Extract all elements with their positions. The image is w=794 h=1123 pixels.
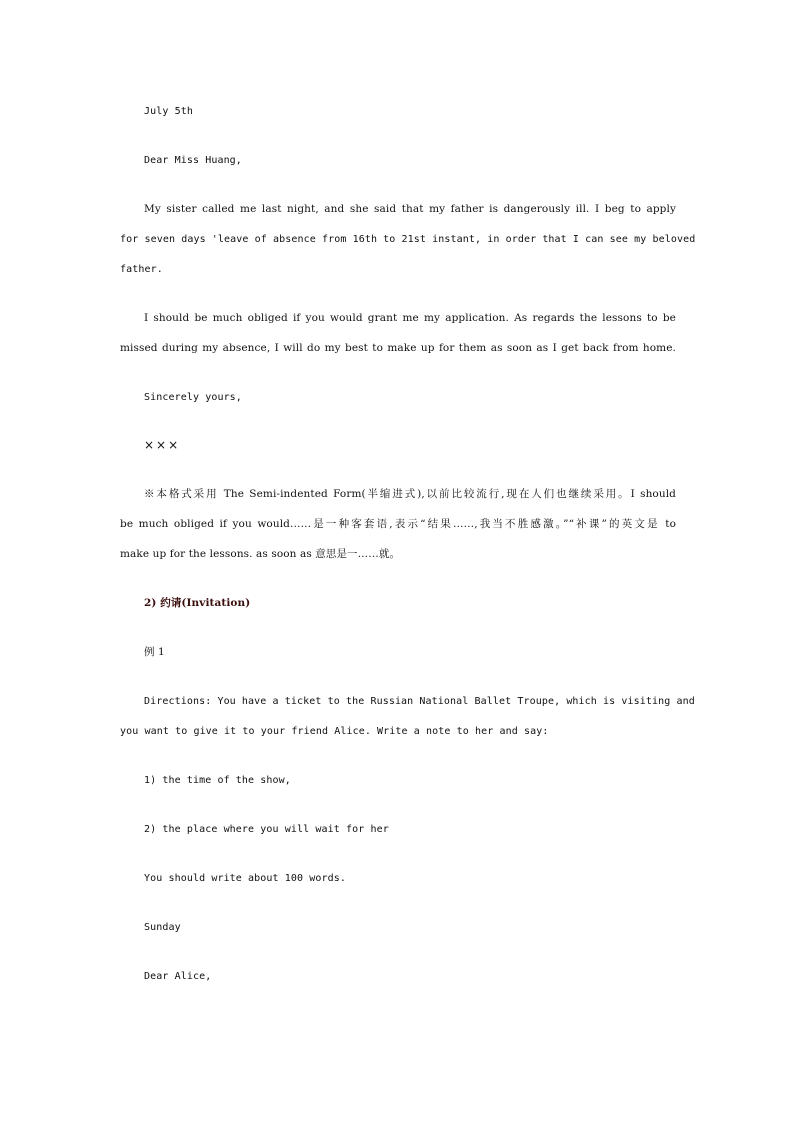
directions-line-1: Directions: You have a ticket to the Russian National Ballet Troupe, which is visiting and (144, 696, 695, 707)
note-salutation: Dear Alice, (144, 971, 212, 982)
letter-paragraph-2-line-1: I should be much obliged if you would grant me my application. As regards the lessons to be (144, 312, 676, 324)
letter-salutation: Dear Miss Huang, (144, 155, 242, 166)
example-label: 例 1 (144, 646, 165, 658)
word-count-instruction: You should write about 100 words. (144, 873, 346, 884)
note-line-1: ※本格式采用 The Semi-indented Form(半缩进式),以前比较流行,现在人们也继续采用。I should (144, 488, 676, 500)
note-line-3: make up for the lessons. as soon as 意思是一……就。 (120, 548, 401, 560)
letter-closing: Sincerely yours, (144, 392, 242, 403)
point-2: 2) the place where you will wait for her (144, 824, 389, 835)
letter-paragraph-1-line-1: My sister called me last night, and she said that my father is dangerously ill. I beg to apply (144, 203, 676, 215)
letter-date: July 5th (144, 106, 193, 117)
directions-line-2: you want to give it to your friend Alice. Write a note to her and say: (120, 726, 549, 737)
point-1: 1) the time of the show, (144, 775, 291, 786)
letter-paragraph-2-line-2: missed during my absence, I will do my best to make up for them as soon as I get back from home. (120, 342, 676, 354)
letter-paragraph-1-line-2: for seven days 'leave of absence from 16th to 21st instant, in order that I can see my beloved (120, 234, 696, 245)
note-line-2: be much obliged if you would……是一种客套语,表示“结果……,我当不胜感激。”“补课”的英文是 to (120, 518, 676, 530)
letter-signature: ××× (144, 438, 181, 452)
note-date: Sunday (144, 922, 181, 933)
letter-paragraph-1-line-3: father. (120, 264, 163, 275)
section-heading: 2) 约请(Invitation) (144, 597, 251, 609)
